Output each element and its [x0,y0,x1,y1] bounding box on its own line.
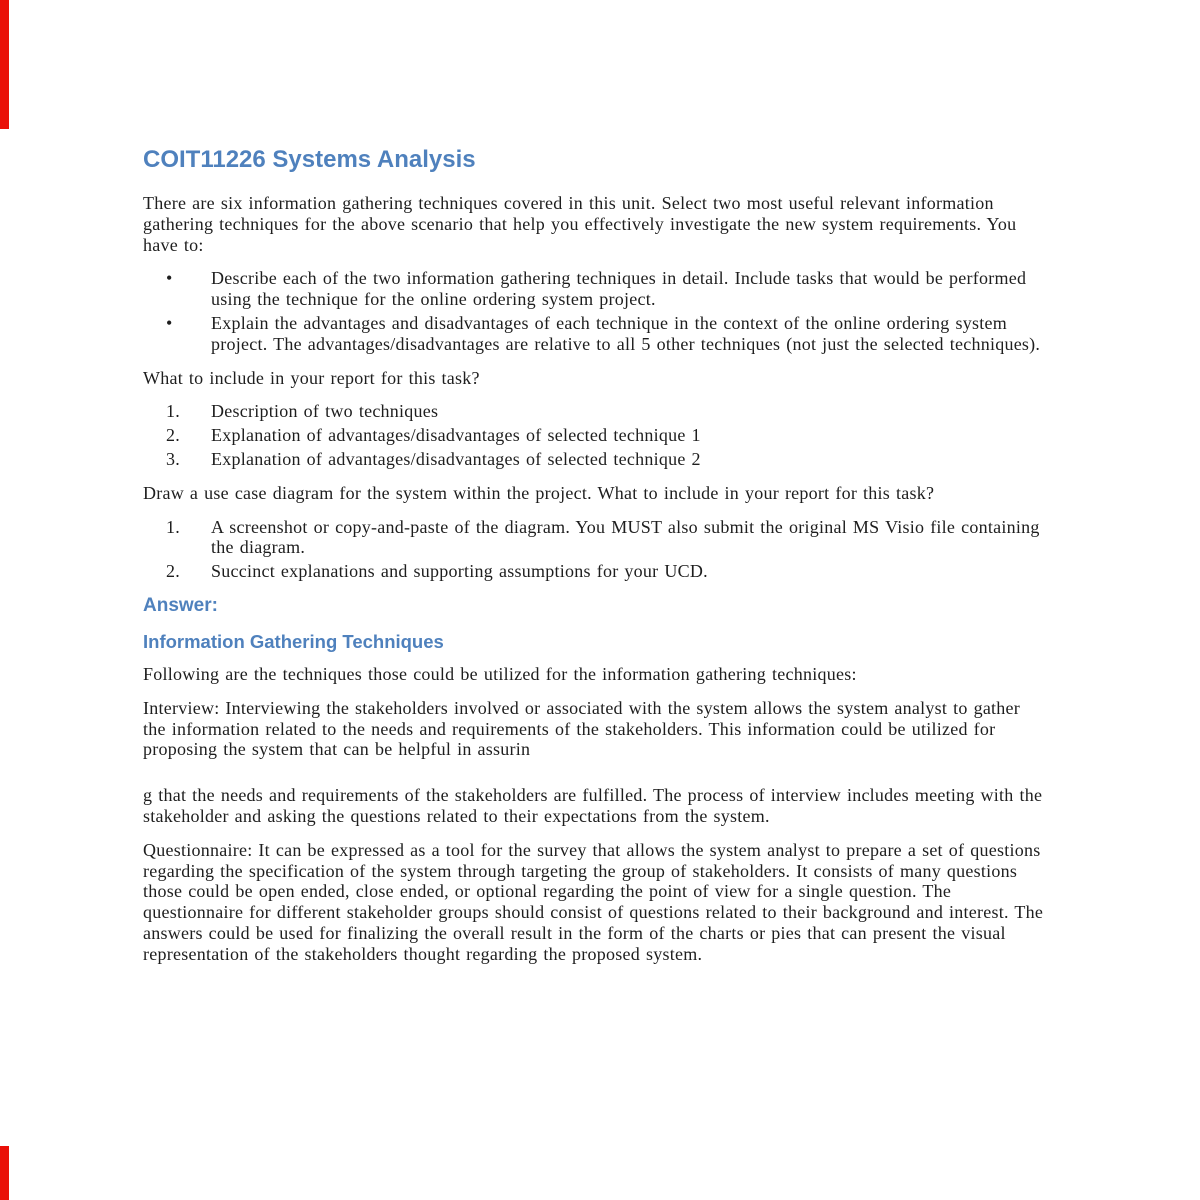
list-item-text: Explanation of advantages/disadvantages of selected technique 1 [211,425,701,446]
following-paragraph: Following are the techniques those could be utilized for the information gathering techniques: [143,663,857,684]
document-title: COIT11226 Systems Analysis [143,146,476,173]
page-edge-marker-top [0,0,9,129]
section-heading: Information Gathering Techniques [143,630,444,652]
report-prompt: What to include in your report for this task? [143,367,480,388]
list-number: 1. [166,401,180,422]
list-number: 2. [166,425,180,446]
list-item-text: A screenshot or copy-and-paste of the diagram. You MUST also submit the original MS Visio file containing the diagram. [211,516,1040,558]
list-number: 1. [166,516,180,537]
questionnaire-paragraph: Questionnaire: It can be expressed as a tool for the survey that allows the system analyst to prepare a set of questions regarding the specification of the system through targeting the group of stakeholders. It consists of many questions those could be open ended, close ended, or optional regarding the point of view for a single question. The questionnaire for different stakeholder groups should consist of questions related to their background and interest. The answers could be used for finalizing the overall result in the form of the charts or pies that can present the visual representation of the stakeholders thought regarding the proposed system. [143,839,1044,964]
list-number: 3. [166,448,180,469]
list-item-text: Describe each of the two information gathering techniques in detail. Include tasks that would be performed using the technique for the online ordering system project. [211,268,1027,310]
list-item [143,401,1048,422]
list-item [143,425,1048,446]
list-item [143,449,1048,470]
bullet-list [143,268,1048,354]
list-number: 2. [166,561,180,582]
list-item-text: Succinct explanations and supporting assumptions for your UCD. [211,561,708,582]
interview-continued-paragraph: g that the needs and requirements of the stakeholders are fulfilled. The process of interview includes meeting with the stakeholder and asking the questions related to their expectations from the system. [143,785,1043,826]
ucd-list [143,517,1048,582]
list-item-text: Explanation of advantages/disadvantages of selected technique 2 [211,448,701,469]
list-item [143,313,1048,355]
bullet-icon: • [166,268,173,289]
list-item-text: Explain the advantages and disadvantages of each technique in the context of the online ordering system project. The advantages/disadvantages are relative to all 5 other techniques (not just the selected techniques). [211,312,1041,354]
page-edge-marker-bottom [0,1146,9,1200]
list-item [143,517,1048,559]
intro-paragraph: There are six information gathering techniques covered in this unit. Select two most useful relevant information gathering techniques for the above scenario that help you effectively investigate the new system requirements. You have to: [143,193,1017,255]
list-item [143,561,1048,582]
list-item-text: Description of two techniques [211,401,439,422]
document-content [143,146,1048,978]
report-list [143,401,1048,469]
answer-heading: Answer: [143,594,218,616]
bullet-icon: • [166,312,173,333]
list-item [143,268,1048,310]
interview-paragraph: Interview: Interviewing the stakeholders involved or associated with the system allows the system analyst to gather the information related to the needs and requirements of the stakeholders. This information could be utilized for proposing the system that can be helpful in assurin [143,697,1021,760]
ucd-prompt: Draw a use case diagram for the system within the project. What to include in your report for this task? [143,482,935,503]
